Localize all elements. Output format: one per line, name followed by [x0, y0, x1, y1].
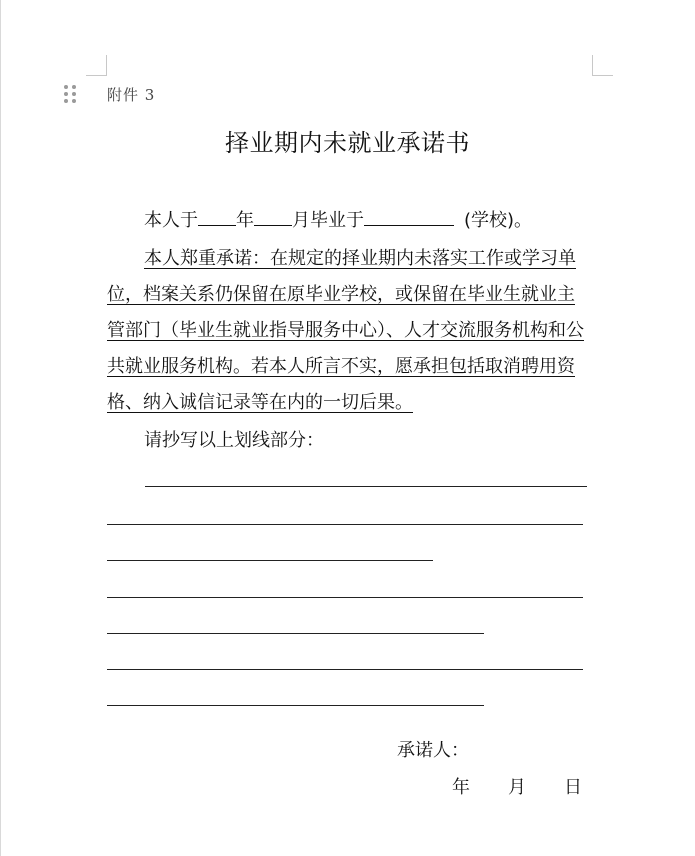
handwriting-line[interactable]	[107, 560, 433, 561]
attachment-label: 附件 3	[107, 86, 156, 104]
intro-year-unit: 年	[236, 210, 254, 231]
handwriting-line[interactable]	[107, 633, 484, 634]
drag-handle-icon[interactable]	[64, 85, 78, 103]
signer-label: 承诺人：	[397, 740, 469, 761]
margin-corner-top-right	[592, 55, 613, 76]
margin-corner-top-left	[86, 55, 107, 76]
copy-instruction: 请抄写以上划线部分：	[144, 430, 324, 451]
month-blank[interactable]	[254, 203, 292, 226]
handwriting-line[interactable]	[107, 524, 583, 525]
school-blank[interactable]	[364, 203, 454, 226]
document-title: 择业期内未就业承诺书	[225, 129, 470, 157]
intro-suffix: (学校)。	[464, 210, 533, 231]
pledge-paragraph	[107, 241, 591, 421]
date-month: 月	[508, 777, 526, 798]
pledge-text: 本人郑重承诺：在规定的择业期内未落实工作或学习单位，档案关系仍保留在原毕业学校，或保留在毕业生就业主管部门（毕业生就业指导服务中心）、人才交流服务机构和公共就业服务机构。若本人所言不实，愿承担包括取消聘用资格、纳入诚信记录等在内的一切后果。	[107, 248, 584, 413]
date-year: 年	[452, 777, 470, 798]
handwriting-line[interactable]	[107, 705, 484, 706]
handwriting-line[interactable]	[107, 597, 583, 598]
handwriting-line[interactable]	[145, 486, 587, 487]
year-blank[interactable]	[198, 203, 236, 226]
date-day: 日	[564, 777, 582, 798]
intro-prefix: 本人于	[144, 210, 198, 231]
intro-paragraph	[107, 203, 591, 239]
intro-month-unit: 月毕业于	[292, 210, 364, 231]
handwriting-line[interactable]	[107, 669, 583, 670]
